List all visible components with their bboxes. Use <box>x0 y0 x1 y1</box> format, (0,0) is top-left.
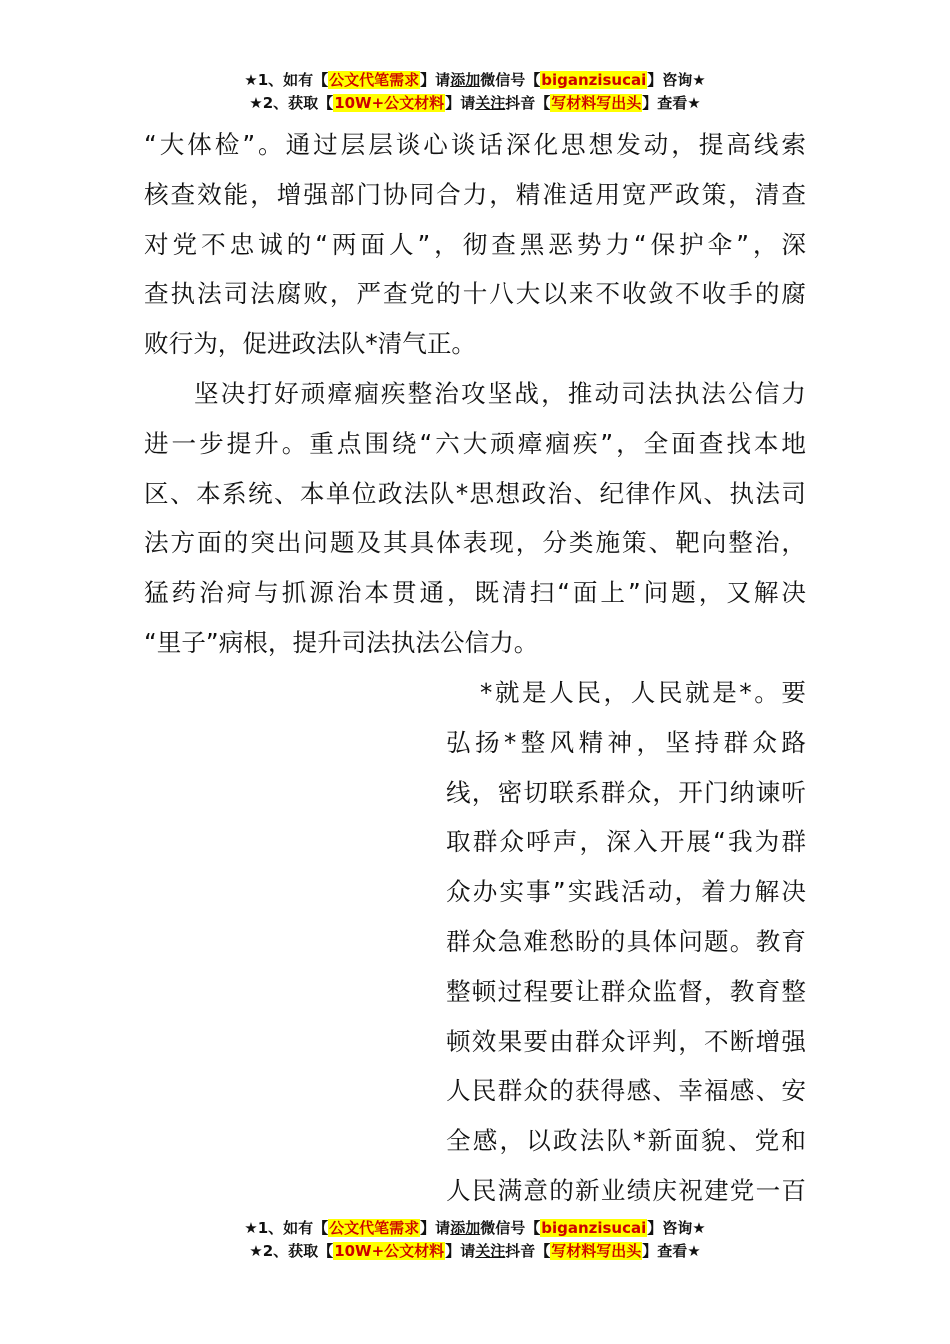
footer-line-2-highlight-account: 写材料写出头 <box>551 1242 642 1260</box>
footer-line-1 <box>0 1217 950 1240</box>
footer-line-1-text: ★1、如有【 <box>244 1219 329 1237</box>
paragraph-line: 线，密切联系群众，开门纳谏听 <box>446 777 806 807</box>
header-banner <box>0 69 950 115</box>
paragraph-3 <box>446 668 806 1216</box>
header-line-1-highlight-wechat-id: biganzisucai <box>541 71 647 89</box>
footer-line-1-text: 】咨询★ <box>647 1219 706 1237</box>
header-line-2-text: 抖音【 <box>505 94 551 112</box>
header-line-2 <box>0 92 950 115</box>
paragraph-1 <box>144 120 806 369</box>
paragraph-line: 对党不忠诚的“两面人”，彻查黑恶势力“保护伞”，深 <box>144 229 806 259</box>
paragraph-line: 坚决打好顽瘴痼疾整治攻坚战，推动司法执法公信力 <box>194 378 806 408</box>
footer-line-1-highlight-service: 公文代笔需求 <box>329 1219 420 1237</box>
paragraph-line: 核查效能，增强部门协同合力，精准适用宽严政策，清查 <box>144 179 806 209</box>
header-line-2-underlined: 关注 <box>475 94 506 112</box>
footer-banner <box>0 1217 950 1263</box>
footer-line-1-text: 】请 <box>420 1219 451 1237</box>
paragraph-line: 人民群众的获得感、幸福感、安 <box>446 1076 806 1106</box>
footer-line-2-underlined: 关注 <box>475 1242 506 1260</box>
footer-line-2-text: 】查看★ <box>642 1242 701 1260</box>
paragraph-line: 群众急难愁盼的具体问题。教育 <box>446 926 806 956</box>
paragraph-2 <box>144 369 806 668</box>
header-line-1-text: 】请 <box>420 71 451 89</box>
paragraph-line: 查执法司法腐败，严查党的十八大以来不收敛不收手的腐 <box>144 279 806 309</box>
header-line-2-text: 】查看★ <box>642 94 701 112</box>
footer-line-1-text: 微信号【 <box>480 1219 541 1237</box>
paragraph-line: 全感，以政法队*新面貌、党和 <box>446 1126 806 1156</box>
header-line-2-text: ★2、获取【 <box>249 94 334 112</box>
header-line-1-text: ★1、如有【 <box>244 71 329 89</box>
footer-line-1-underlined: 添加 <box>450 1219 481 1237</box>
paragraph-line: 猛药治疴与抓源治本贯通，既清扫“面上”问题，又解决 <box>144 578 806 608</box>
paragraph-line: 整顿过程要让群众监督，教育整 <box>446 976 806 1006</box>
footer-line-2 <box>0 1240 950 1263</box>
header-line-1-text: 微信号【 <box>480 71 541 89</box>
paragraph-line: 法方面的突出问题及其具体表现，分类施策、靶向整治， <box>144 528 806 558</box>
paragraph-line: 进一步提升。重点围绕“六大顽瘴痼疾”，全面查找本地 <box>144 428 806 458</box>
header-line-2-highlight-materials: 10W+公文材料 <box>334 94 445 112</box>
footer-line-2-text: 】请 <box>445 1242 476 1260</box>
paragraph-line: 取群众呼声，深入开展“我为群 <box>446 827 806 857</box>
paragraph-line: 弘扬*整风精神，坚持群众路 <box>446 727 806 757</box>
footer-line-1-highlight-wechat-id: biganzisucai <box>541 1219 647 1237</box>
footer-line-2-highlight-materials: 10W+公文材料 <box>334 1242 445 1260</box>
paragraph-line: 败行为，促进政法队*清气正。 <box>144 329 477 359</box>
paragraph-line: *就是人民，人民就是*。要 <box>480 678 806 707</box>
paragraph-line: 众办实事”实践活动，着力解决 <box>446 877 806 907</box>
header-line-1-highlight-service: 公文代笔需求 <box>329 71 420 89</box>
paragraph-line: “里子”病根，提升司法执法公信力。 <box>144 627 539 657</box>
header-line-2-highlight-account: 写材料写出头 <box>551 94 642 112</box>
paragraph-line: 顿效果要由群众评判，不断增强 <box>446 1026 806 1056</box>
document-body <box>144 120 806 668</box>
header-line-1 <box>0 69 950 92</box>
paragraph-line: 区、本系统、本单位政法队*思想政治、纪律作风、执法司 <box>144 478 806 508</box>
footer-line-2-text: ★2、获取【 <box>249 1242 334 1260</box>
header-line-1-text: 】咨询★ <box>647 71 706 89</box>
paragraph-line: “大体检”。通过层层谈心谈话深化思想发动，提高线索 <box>144 130 806 159</box>
footer-line-2-text: 抖音【 <box>505 1242 551 1260</box>
header-line-1-underlined: 添加 <box>450 71 481 89</box>
paragraph-line: 人民满意的新业绩庆祝建党一百 <box>446 1175 806 1205</box>
header-line-2-text: 】请 <box>445 94 476 112</box>
